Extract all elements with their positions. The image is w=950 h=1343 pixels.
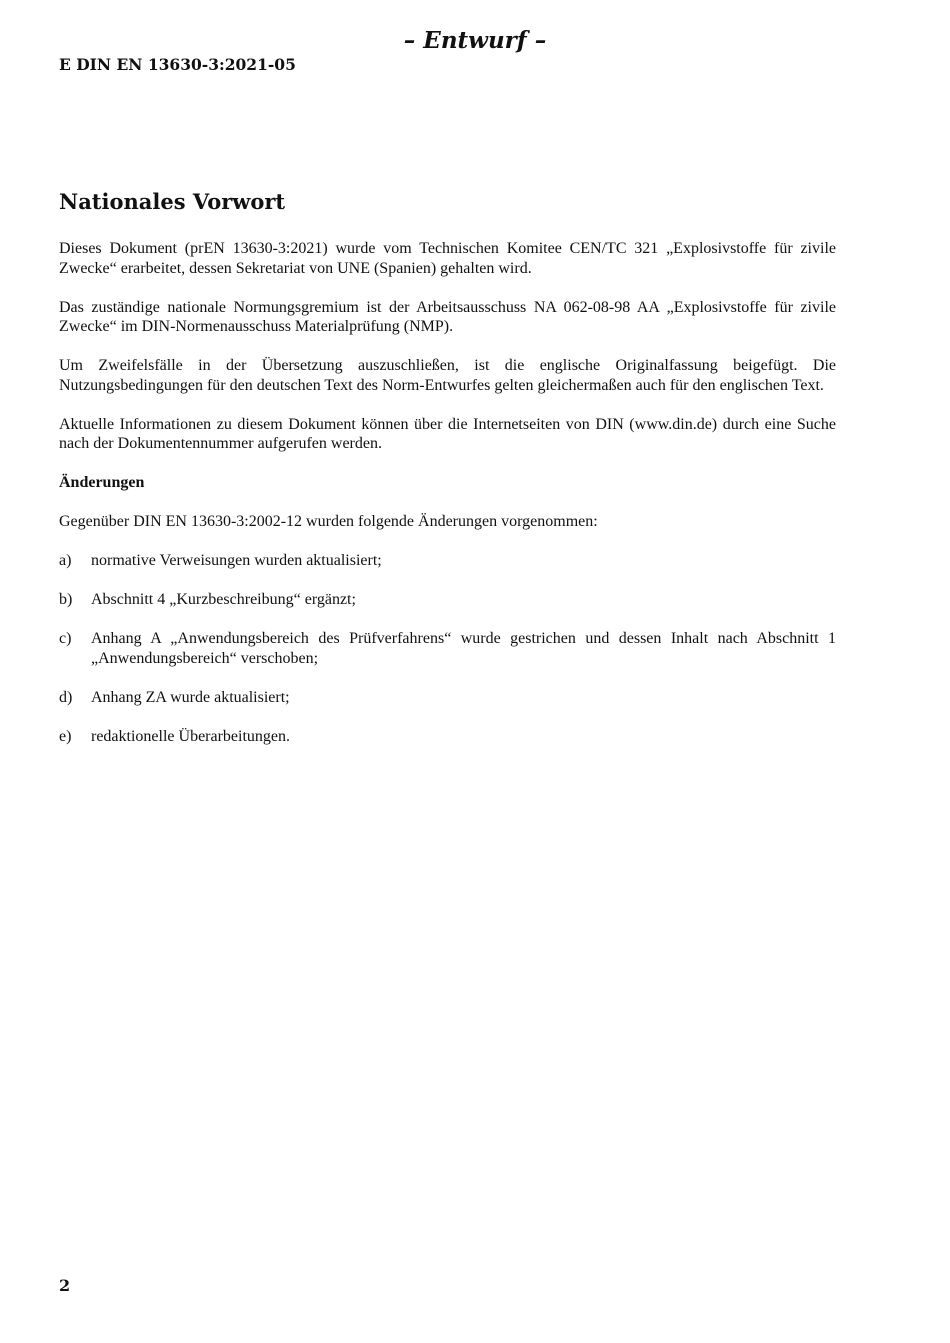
- list-item: [59, 590, 836, 610]
- list-item-text: Anhang ZA wurde aktualisiert;: [91, 688, 290, 706]
- document-id: E DIN EN 13630-3:2021-05: [59, 55, 296, 74]
- section-body: [59, 239, 836, 766]
- list-marker: e): [59, 727, 72, 745]
- paragraph: Aktuelle Informationen zu diesem Dokument können über die Internetseiten von DIN (www.din.de) durch eine Suche nach der Dokumentennummer aufgerufen werden.: [59, 415, 836, 452]
- list-item: [59, 551, 836, 571]
- list-marker: d): [59, 688, 73, 706]
- changes-intro: Gegenüber DIN EN 13630-3:2002-12 wurden folgende Änderungen vorgenommen:: [59, 513, 598, 530]
- changes-heading: Änderungen: [59, 474, 145, 491]
- list-item-text: redaktionelle Überarbeitungen.: [91, 727, 291, 745]
- list-item-text: Abschnitt 4 „Kurzbeschreibung“ ergänzt;: [91, 591, 356, 608]
- draft-mark: – Entwurf –: [403, 27, 547, 54]
- paragraph: Um Zweifelsfälle in der Übersetzung auszuschließen, ist die englische Originalfassung beigefügt. Die Nutzungsbedingungen für den deutschen Text des Norm-Entwurfes gelten gleichermaßen auch für den englischen Text.: [59, 357, 836, 394]
- list-marker: b): [59, 591, 73, 608]
- list-marker: c): [59, 630, 72, 647]
- page-number: 2: [59, 1276, 71, 1295]
- list-item-text: normative Verweisungen wurden aktualisiert;: [91, 552, 382, 569]
- paragraph: Dieses Dokument (prEN 13630-3:2021) wurde vom Technischen Komitee CEN/TC 321 „Explosivstoffe für zivile Zwecke“ erarbeitet, dessen Sekretariat von UNE (Spanien) gehalten wird.: [59, 240, 836, 277]
- list-item: [59, 688, 836, 708]
- list-item: [59, 727, 836, 747]
- list-item: [59, 629, 836, 668]
- list-item-text: Anhang A „Anwendungsbereich des Prüfverfahrens“ wurde gestrichen und dessen Inhalt nach Abschnitt 1 „Anwendungsbereich“ verschoben;: [91, 630, 836, 667]
- list-marker: a): [59, 552, 72, 569]
- section-title: Nationales Vorwort: [59, 189, 286, 214]
- paragraph: Das zuständige nationale Normungsgremium ist der Arbeitsausschuss NA 062-08-98 AA „Explosivstoffe für zivile Zwecke“ im DIN-Normenausschuss Materialprüfung (NMP).: [59, 298, 836, 335]
